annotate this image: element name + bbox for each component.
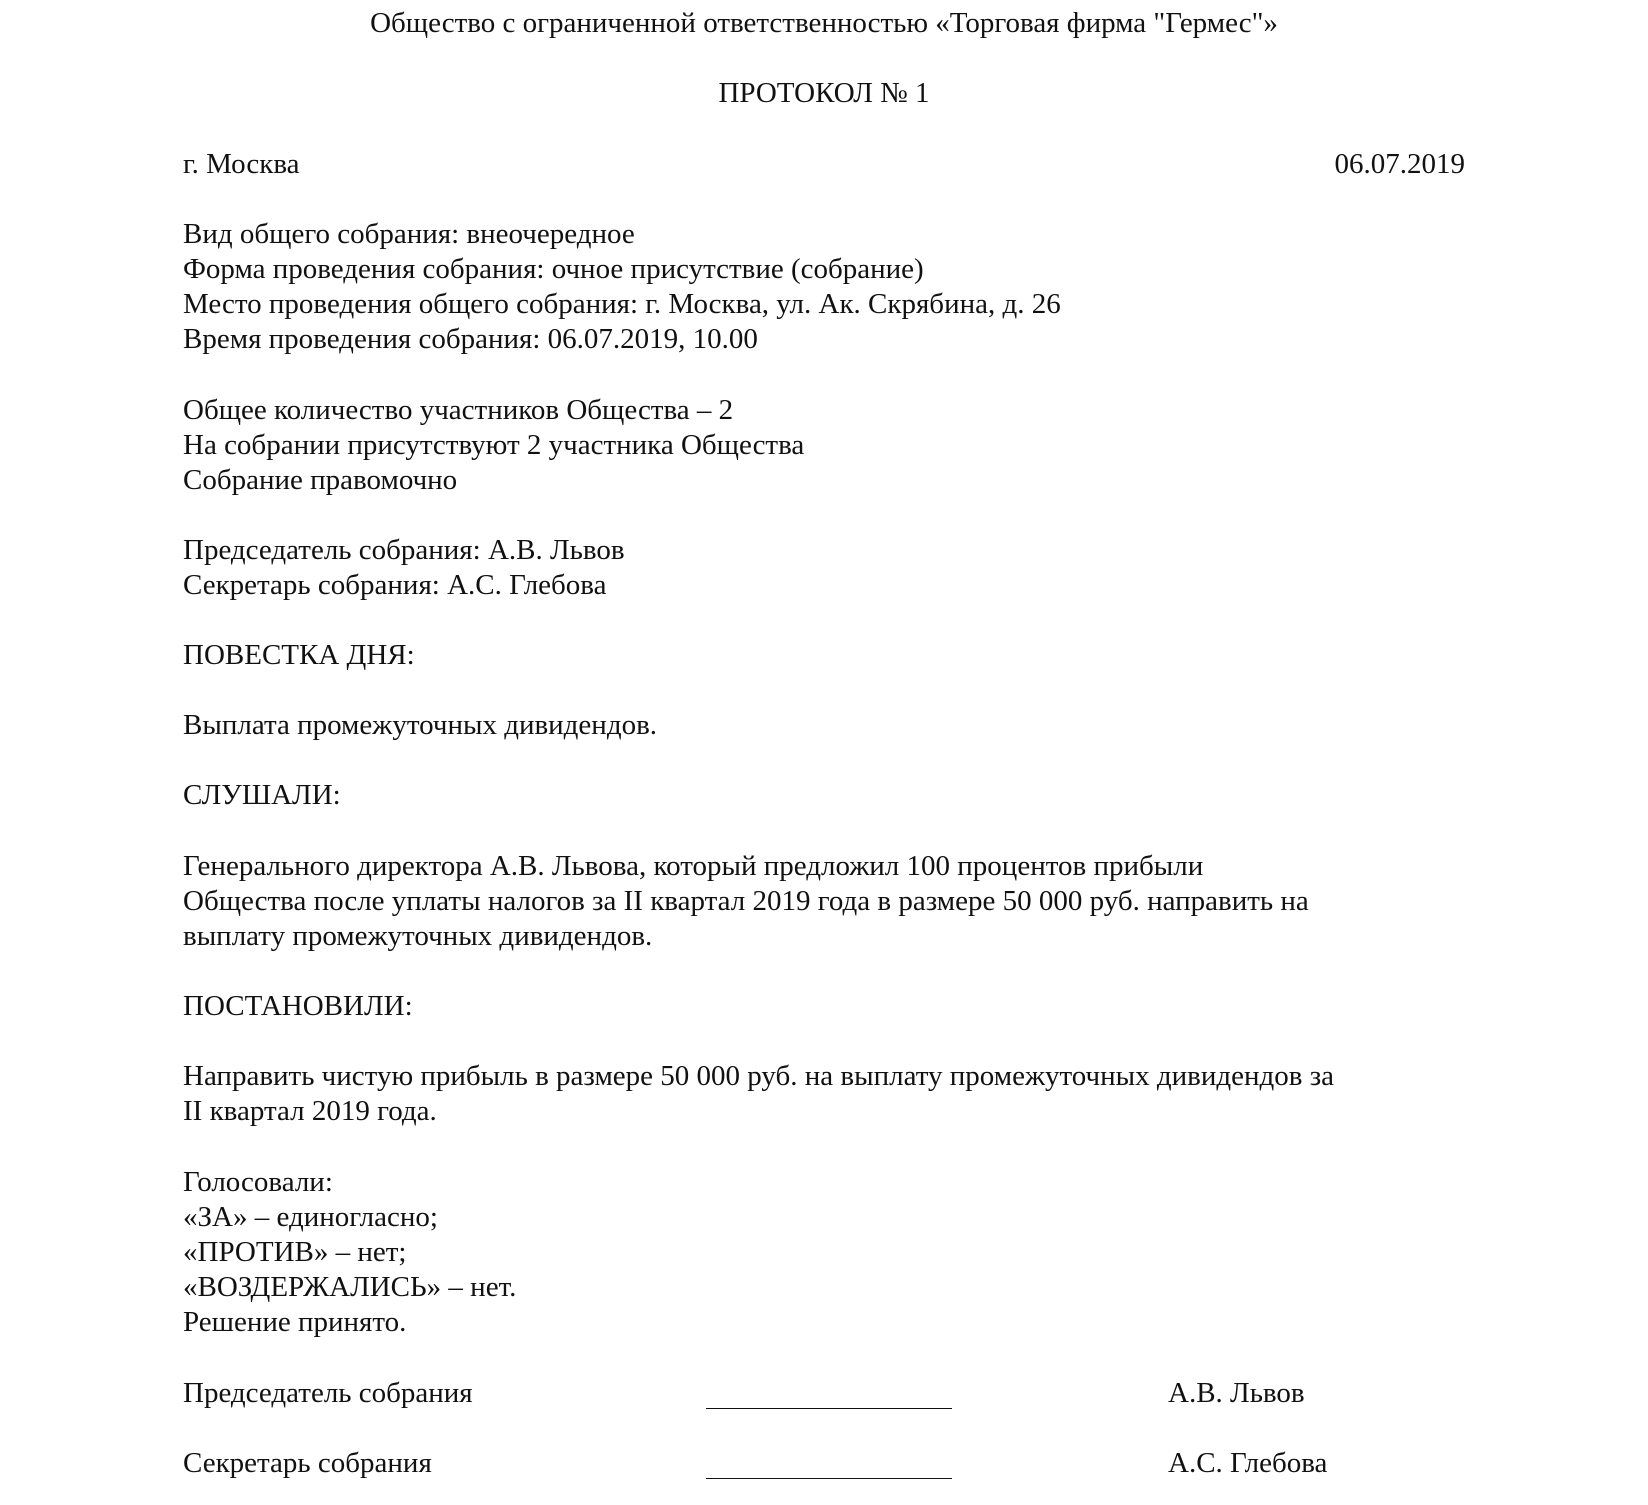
chairman-line: Председатель собрания: А.В. Львов xyxy=(183,534,625,566)
agenda-heading: ПОВЕСТКА ДНЯ: xyxy=(183,639,415,671)
vote-against: «ПРОТИВ» – нет; xyxy=(183,1236,407,1268)
heard-line: Общества после уплаты налогов за II квартал 2019 года в размере 50 000 руб. направить на xyxy=(183,885,1309,917)
document-date: 06.07.2019 xyxy=(1334,148,1465,180)
secretary-line: Секретарь собрания: А.С. Глебова xyxy=(183,569,607,601)
quorum-status: Собрание правомочно xyxy=(183,464,458,496)
decision-status: Решение принято. xyxy=(183,1306,407,1338)
city: г. Москва xyxy=(183,148,300,180)
resolved-line: Направить чистую прибыль в размере 50 000 руб. на выплату промежуточных дивидендов за xyxy=(183,1060,1335,1092)
meeting-form: Форма проведения собрания: очное присутствие (собрание) xyxy=(183,253,924,285)
agenda-item: Выплата промежуточных дивидендов. xyxy=(183,709,658,741)
signature-line xyxy=(706,1408,952,1409)
signature-role: Председатель собрания xyxy=(183,1377,473,1409)
document-title: ПРОТОКОЛ № 1 xyxy=(718,77,930,109)
signature-line xyxy=(706,1478,952,1479)
voting-heading: Голосовали: xyxy=(183,1166,333,1198)
resolved-heading: ПОСТАНОВИЛИ: xyxy=(183,990,413,1022)
present-participants: На собрании присутствуют 2 участника Общества xyxy=(183,429,805,461)
meeting-place: Место проведения общего собрания: г. Москва, ул. Ак. Скрябина, д. 26 xyxy=(183,288,1061,320)
meeting-time: Время проведения собрания: 06.07.2019, 10.00 xyxy=(183,323,758,355)
meeting-type: Вид общего собрания: внеочередное xyxy=(183,218,635,250)
heard-heading: СЛУШАЛИ: xyxy=(183,779,341,811)
resolved-line: II квартал 2019 года. xyxy=(183,1095,437,1127)
total-participants: Общее количество участников Общества – 2 xyxy=(183,394,734,426)
signature-name: А.В. Львов xyxy=(1168,1377,1305,1409)
organization-name: Общество с ограниченной ответственностью «Торговая фирма "Гермес"» xyxy=(370,7,1278,39)
vote-for: «ЗА» – единогласно; xyxy=(183,1201,438,1233)
heard-line: Генерального директора А.В. Львова, который предложил 100 процентов прибыли xyxy=(183,850,1204,882)
heard-line: выплату промежуточных дивидендов. xyxy=(183,920,653,952)
signature-name: А.С. Глебова xyxy=(1168,1447,1328,1479)
vote-abstained: «ВОЗДЕРЖАЛИСЬ» – нет. xyxy=(183,1271,517,1303)
signature-role: Секретарь собрания xyxy=(183,1447,432,1479)
